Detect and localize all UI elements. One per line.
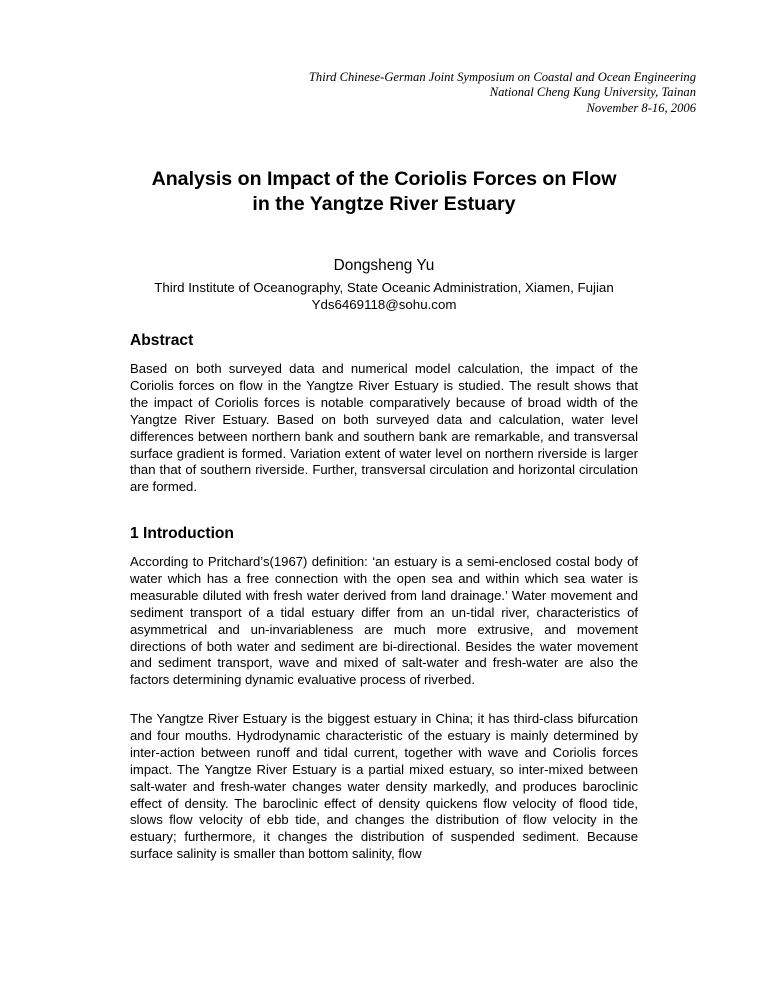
paper-title — [0, 167, 768, 216]
header-date: November 8-16, 2006 — [586, 100, 696, 115]
running-header — [309, 70, 696, 116]
title-line-1: Analysis on Impact of the Coriolis Forces on Flow — [151, 168, 617, 190]
introduction-paragraph-1: According to Pritchard’s(1967) definition: ‘an estuary is a semi-enclosed costal body of water which has a free connection with the open sea and within which sea water is measurable diluted with fresh water derived from land drainage.’ Water movement and sediment transport of a tidal estuary differ from an un-tidal river, characteristics of asymmetrical and un-invariableness are much more extrusive, and movement directions of both water and sediment are bi-directional. Besides the water movement and sediment transport, wave and mixed of salt-water and fresh-water are also the factors determining dynamic evaluative process of riverbed. — [130, 554, 638, 688]
abstract-text: Based on both surveyed data and numerical model calculation, the impact of the Coriolis forces on flow in the Yangtze River Estuary is studied. The result shows that the impact of Coriolis forces is notable comparatively because of broad width of the Yangtze River Estuary. Based on both surveyed data and calculation, water level differences between northern bank and southern bank are remarkable, and transversal surface gradient is formed. Variation extent of water level on northern riverside is larger than that of southern riverside. Further, transversal circulation and horizontal circulation are formed. — [130, 361, 638, 495]
header-symposium: Third Chinese-German Joint Symposium on Coastal and Ocean Engineering — [308, 70, 696, 84]
author-affiliation: Third Institute of Oceanography, State Oceanic Administration, Xiamen, Fujian — [154, 280, 614, 295]
title-line-2: in the Yangtze River Estuary — [252, 192, 516, 215]
author-affiliation-block — [0, 280, 768, 314]
author-name: Dongsheng Yu — [333, 257, 435, 274]
header-venue: National Cheng Kung University, Tainan — [489, 85, 696, 100]
author-email[interactable]: Yds6469118@sohu.com — [311, 296, 457, 312]
introduction-paragraph-2: The Yangtze River Estuary is the biggest estuary in China; it has third-class bifurcation and four mouths. Hydrodynamic characteristic of the estuary is mainly determined by inter-action between runoff and tidal current, together with wave and Coriolis forces impact. The Yangtze River Estuary is a partial mixed estuary, so inter-mixed between salt-water and fresh-water changes water density markedly, and produces baroclinic effect of density. The baroclinic effect of density quickens flow velocity of flood tide, slows flow velocity of ebb tide, and changes the distribution of flow velocity in the estuary; furthermore, it changes the distribution of suspended sediment. Because surface salinity is smaller than bottom salinity, flow — [130, 711, 638, 862]
introduction-heading: 1 Introduction — [130, 525, 234, 542]
abstract-heading: Abstract — [130, 332, 194, 349]
